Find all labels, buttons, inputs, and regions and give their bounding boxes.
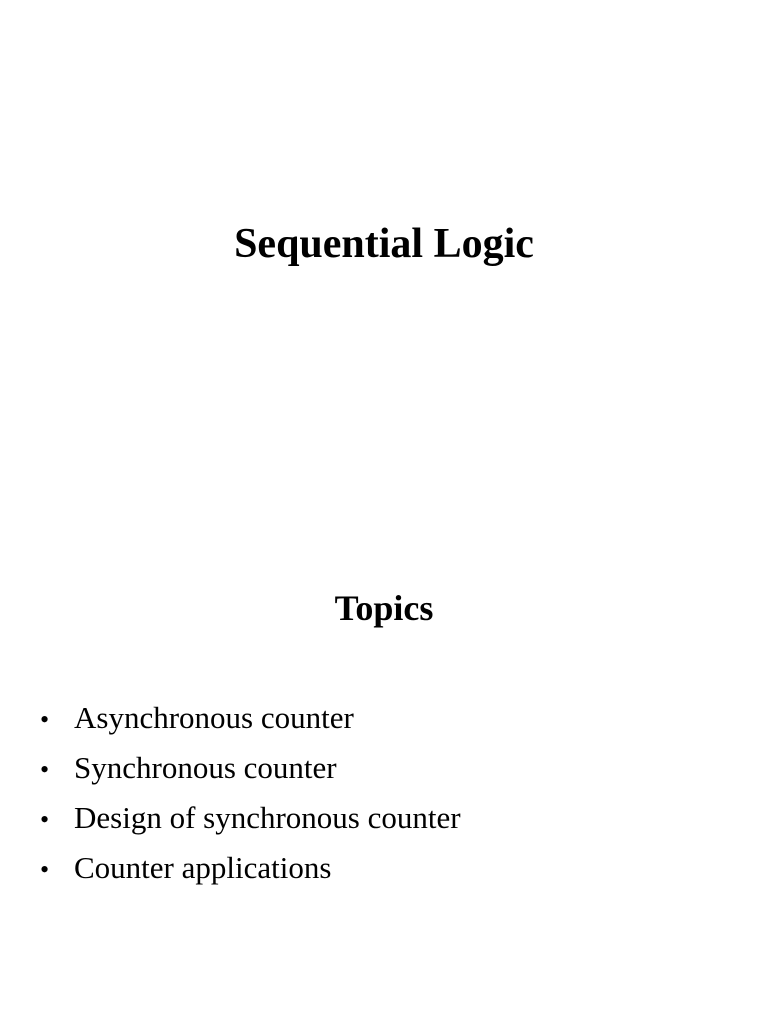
bullet-icon: • (40, 755, 50, 784)
topic-label: Asynchronous counter (74, 700, 354, 735)
bullet-icon: • (40, 705, 50, 734)
topic-label: Synchronous counter (74, 750, 337, 785)
topic-label: Counter applications (74, 850, 332, 885)
topic-label: Design of synchronous counter (74, 800, 461, 835)
topic-list (40, 696, 740, 896)
list-item (40, 796, 740, 846)
list-item (40, 746, 740, 796)
slide-title: Sequential Logic (234, 221, 534, 267)
bullet-icon: • (40, 805, 50, 834)
topics-heading: Topics (334, 588, 434, 628)
list-item (40, 846, 740, 896)
bullet-icon: • (40, 855, 50, 884)
list-item (40, 696, 740, 746)
